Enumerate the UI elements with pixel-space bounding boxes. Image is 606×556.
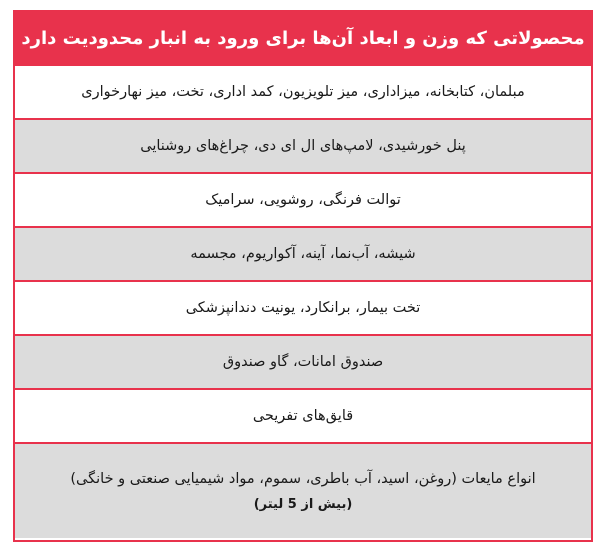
table-row-glass: شیشه، آب‌نما، آینه، آکواریوم، مجسمه [15, 228, 591, 282]
liquids-text: انواع مایعات (روغن، اسید، آب باطری، سموم، مواد شیمیایی صنعتی و خانگی) [70, 470, 536, 487]
table-row-boats: قایق‌های تفریحی [15, 390, 591, 444]
table-row-sanitary: توالت فرنگی، روشویی، سرامیک [15, 174, 591, 228]
table-row-lighting: پنل خورشیدی، لامپ‌های ال ای دی، چراغ‌های روشنایی [15, 120, 591, 174]
liquids-volume-note: (بیش از 5 لیتر) [253, 496, 353, 512]
table-title: محصولاتی که وزن و ابعاد آن‌ها برای ورود به انبار محدودیت دارد [15, 12, 591, 66]
table-row-liquids [15, 444, 591, 538]
table-row-safes: صندوق امانات، گاو صندوق [15, 336, 591, 390]
table-row-furniture: مبلمان، کتابخانه، میزاداری، میز تلویزیون، کمد اداری، تخت، میز نهارخواری [15, 66, 591, 120]
table-row-medical: تخت بیمار، برانکارد، یونیت دندانپزشکی [15, 282, 591, 336]
restricted-products-table [13, 10, 593, 542]
